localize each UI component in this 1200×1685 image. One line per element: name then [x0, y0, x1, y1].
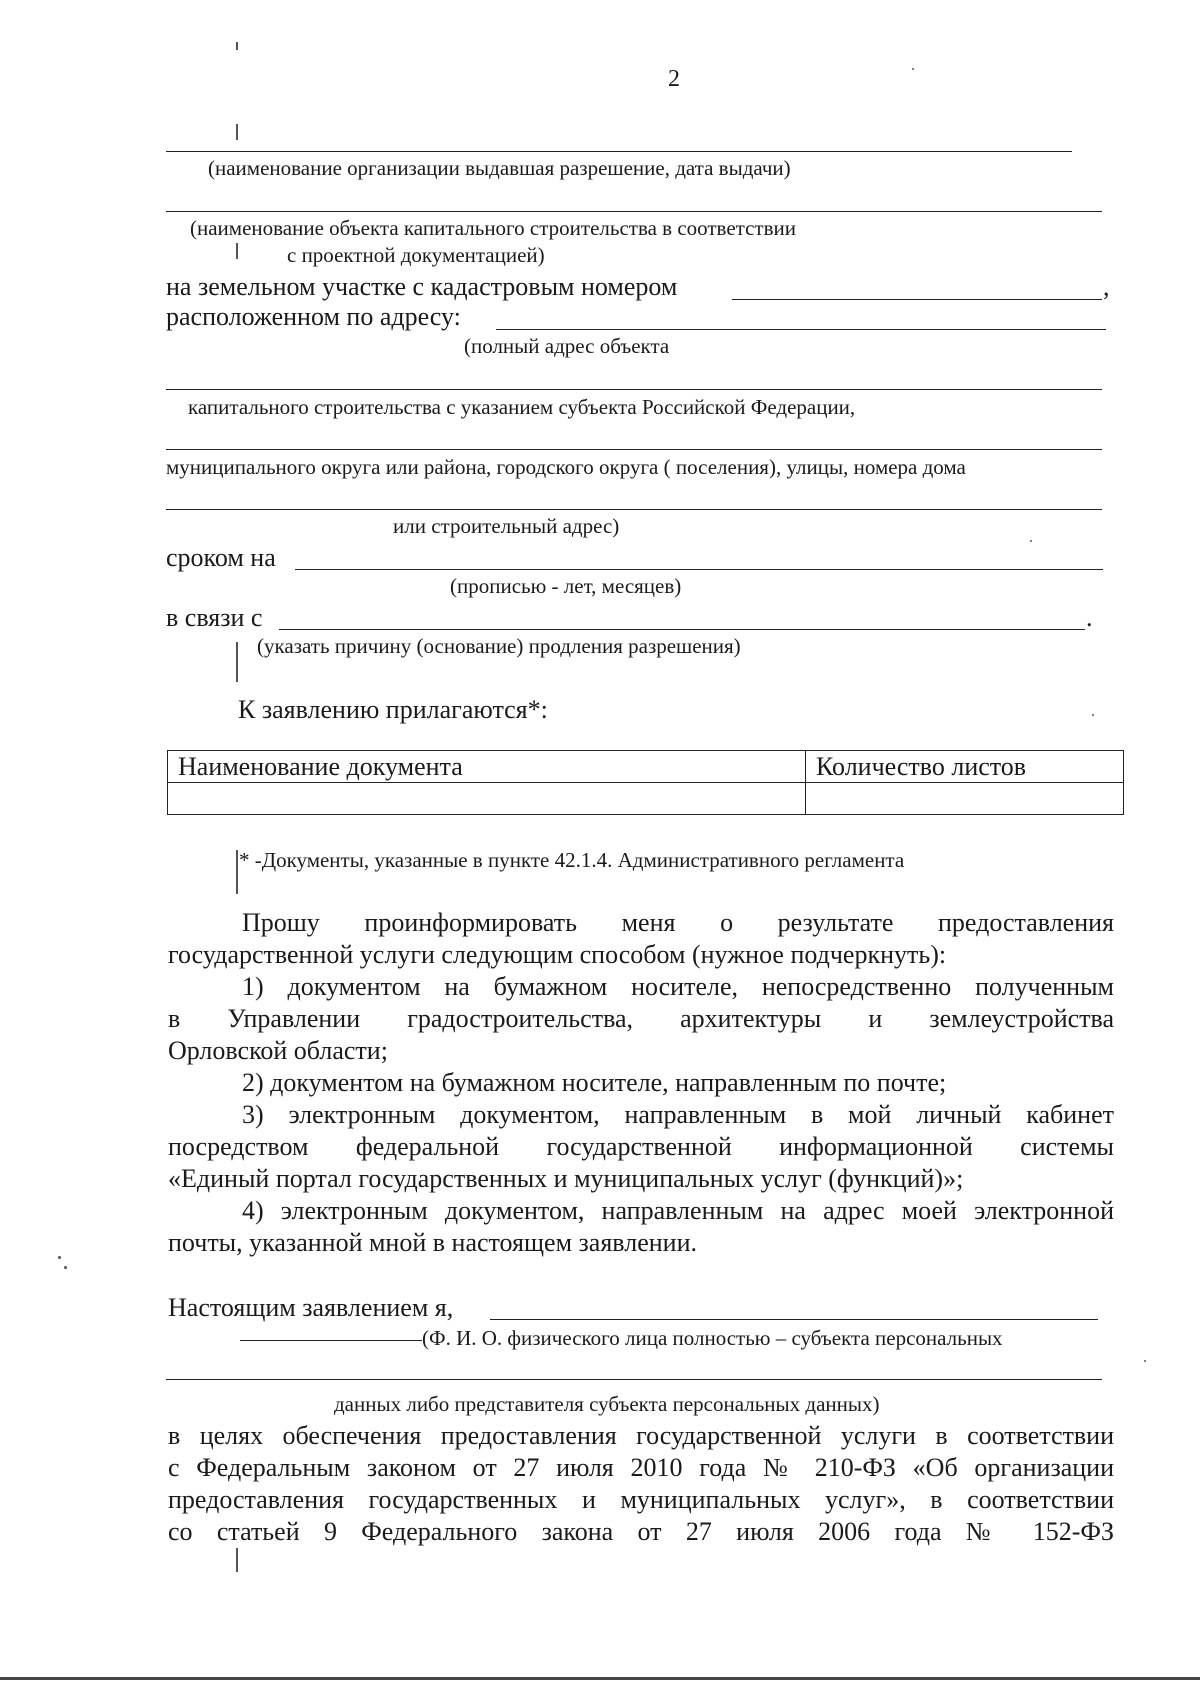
consent-text-line1: в целях обеспечения предоставления государственной услуги в соответствии — [168, 1421, 1114, 1450]
term-field-line[interactable] — [295, 569, 1103, 570]
consent-text-line3: предоставления государственных и муниципальных услуг», в соответствии — [168, 1485, 1114, 1514]
scan-speck — [236, 850, 238, 894]
notify-option3-line3: «Единый портал государственных и муниципальных услуг (функций)»; — [168, 1164, 964, 1193]
address-caption-building: или строительный адрес) — [393, 514, 620, 538]
term-caption: (прописью - лет, месяцев) — [450, 574, 682, 598]
address-caption-capital: капитального строительства с указанием субъекта Российской Федерации, — [188, 395, 856, 419]
reason-label: в связи с — [166, 603, 263, 632]
consent-caption-line1: (Ф. И. О. физического лица полностью – субъекта персональных — [422, 1326, 1003, 1350]
notify-option1-line2: в Управлении градостроительства, архитектуры и землеустройства — [168, 1004, 1114, 1033]
reason-caption: (указать причину (основание) продления разрешения) — [257, 634, 741, 658]
org-caption: (наименование организации выдавшая разрешение, дата выдачи) — [208, 156, 791, 180]
term-label: сроком на — [166, 543, 276, 572]
notify-option2: 2) документом на бумажном носителе, направленным по почте; — [242, 1068, 947, 1097]
reason-end-period: . — [1086, 603, 1093, 632]
scan-bottom-edge — [0, 1677, 1200, 1680]
address-caption-municipal: муниципального округа или района, городского округа ( поселения), улицы, номера дома — [166, 455, 966, 479]
scan-speck — [64, 1266, 67, 1269]
header-document-name: Наименование документа — [168, 751, 806, 783]
scan-speck — [58, 1256, 61, 1259]
notify-intro-line1: Прошу проинформировать меня о результате предоставления — [242, 908, 1114, 937]
cell-document-name[interactable] — [168, 783, 806, 815]
notify-option1-line3: Орловской области; — [168, 1036, 388, 1065]
org-field-line[interactable] — [166, 151, 1072, 152]
object-field-line[interactable] — [166, 211, 1102, 212]
cell-sheet-count[interactable] — [806, 783, 1124, 815]
scan-speck — [912, 68, 914, 70]
notify-option4-line2: почты, указанной мной в настоящем заявлении. — [168, 1228, 697, 1257]
table-header-row — [168, 751, 1124, 783]
consent-text-line4: со статьей 9 Федерального закона от 27 июля 2006 года № 152-ФЗ — [168, 1517, 1114, 1546]
page-number: 2 — [668, 66, 680, 92]
address-caption-full: (полный адрес объекта — [464, 334, 670, 358]
scan-speck — [236, 642, 238, 682]
consent-label: Настоящим заявлением я, — [168, 1293, 454, 1322]
scan-speck — [236, 124, 238, 140]
consent-text-line2: с Федеральным законом от 27 июля 2010 года № 210-ФЗ «Об организации — [168, 1453, 1114, 1482]
header-sheet-count: Количество листов — [806, 751, 1124, 783]
attachments-table — [167, 750, 1124, 815]
object-caption-line2: с проектной документацией) — [287, 243, 545, 267]
consent-caption-line2: данных либо представителя субъекта персональных данных) — [334, 1392, 880, 1416]
scan-speck — [236, 243, 238, 259]
object-caption-line1: (наименование объекта капитального строительства в соответствии — [190, 216, 796, 240]
cadastral-end-comma: , — [1103, 272, 1110, 301]
scan-speck — [1092, 714, 1094, 716]
scan-speck — [236, 1548, 238, 1572]
table-row — [168, 783, 1124, 815]
address-field-line-3[interactable] — [166, 449, 1102, 450]
cadastral-field-line[interactable] — [732, 299, 1102, 300]
attachments-heading: К заявлению прилагаются*: — [238, 695, 548, 724]
consent-field-line-2[interactable] — [166, 1379, 1102, 1380]
notify-intro-line2: государственной услуги следующим способом (нужное подчеркнуть): — [168, 940, 947, 969]
notify-option4-line1: 4) электронным документом, направленным на адрес моей электронной — [242, 1196, 1114, 1225]
scan-speck — [236, 42, 238, 50]
reason-field-line[interactable] — [279, 629, 1085, 630]
consent-caption-dash — [240, 1340, 422, 1341]
notify-option3-line2: посредством федеральной государственной информационной системы — [168, 1132, 1114, 1161]
address-field-line-4[interactable] — [166, 509, 1102, 510]
notify-option1-line1: 1) документом на бумажном носителе, непосредственно полученным — [242, 972, 1114, 1001]
address-label: расположенном по адресу: — [166, 302, 461, 331]
scan-speck — [1030, 540, 1032, 542]
cadastral-label: на земельном участке с кадастровым номером — [166, 272, 678, 301]
consent-name-field-line[interactable] — [490, 1319, 1098, 1320]
address-field-line-2[interactable] — [166, 389, 1102, 390]
scan-speck — [1144, 1360, 1146, 1362]
address-field-line[interactable] — [496, 329, 1106, 330]
notify-option3-line1: 3) электронным документом, направленным в мой личный кабинет — [242, 1100, 1114, 1129]
attachments-footnote: * -Документы, указанные в пункте 42.1.4. Административного регламента — [239, 848, 905, 872]
